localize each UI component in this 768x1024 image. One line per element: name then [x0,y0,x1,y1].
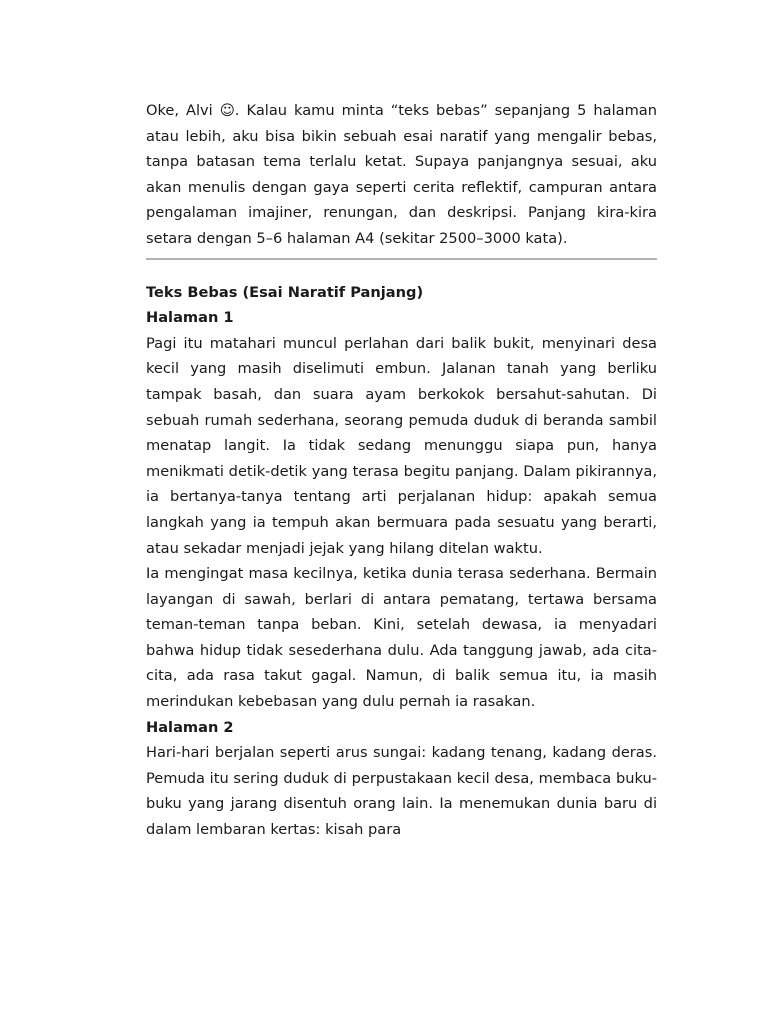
document-title: Teks Bebas (Esai Naratif Panjang) [146,283,424,301]
horizontal-divider [146,258,657,260]
body-paragraph: Pagi itu matahari muncul perlahan dari balik bukit, menyinari desa kecil yang masih diselimuti embun. Jalanan tanah yang berliku tampak basah, dan suara ayam berkokok bersahut-sahutan. Di sebuah rumah sederhana, seorang pemuda duduk di beranda sambil menatap langit. Ia tidak sedang menunggu siapa pun, hanya menikmati detik-detik yang terasa begitu panjang. Dalam pikirannya, ia bertanya-tanya tentang arti perjalanan hidup: apakah semua langkah yang ia tempuh akan bermuara pada sesuatu yang berarti, atau sekadar menjadi jejak yang hilang ditelan waktu. [146,334,657,557]
section-heading-halaman-2: Halaman 2 [146,718,234,736]
body-paragraph: Ia mengingat masa kecilnya, ketika dunia terasa sederhana. Bermain layangan di sawah, berlari di antara pematang, tertawa bersama teman-teman tanpa beban. Kini, setelah dewasa, ia menyadari bahwa hidup tidak sesederhana dulu. Ada tanggung jawab, ada cita-cita, ada rasa takut gagal. Namun, di balik semua itu, ia masih merindukan kebebasan yang dulu pernah ia rasakan. [146,565,657,711]
intro-paragraph: Oke, Alvi ☺. Kalau kamu minta “teks bebas” sepanjang 5 halaman atau lebih, aku bisa bikin sebuah esai naratif yang mengalir bebas, tanpa batasan tema terlalu ketat. Supaya panjangnya sesuai, aku akan menulis dengan gaya seperti cerita reflektif, campuran antara pengalaman imajiner, renungan, dan deskripsi. Panjang kira-kira setara dengan 5–6 halaman A4 (sekitar 2500–3000 kata). [146,102,657,247]
document-page [146,98,657,843]
section-heading-halaman-1: Halaman 1 [146,309,234,327]
body-paragraph: Hari-hari berjalan seperti arus sungai: kadang tenang, kadang deras. Pemuda itu sering duduk di perpustakaan kecil desa, membaca buku-buku yang jarang disentuh orang lain. Ia menemukan dunia baru di dalam lembaran kertas: kisah para [146,744,657,839]
